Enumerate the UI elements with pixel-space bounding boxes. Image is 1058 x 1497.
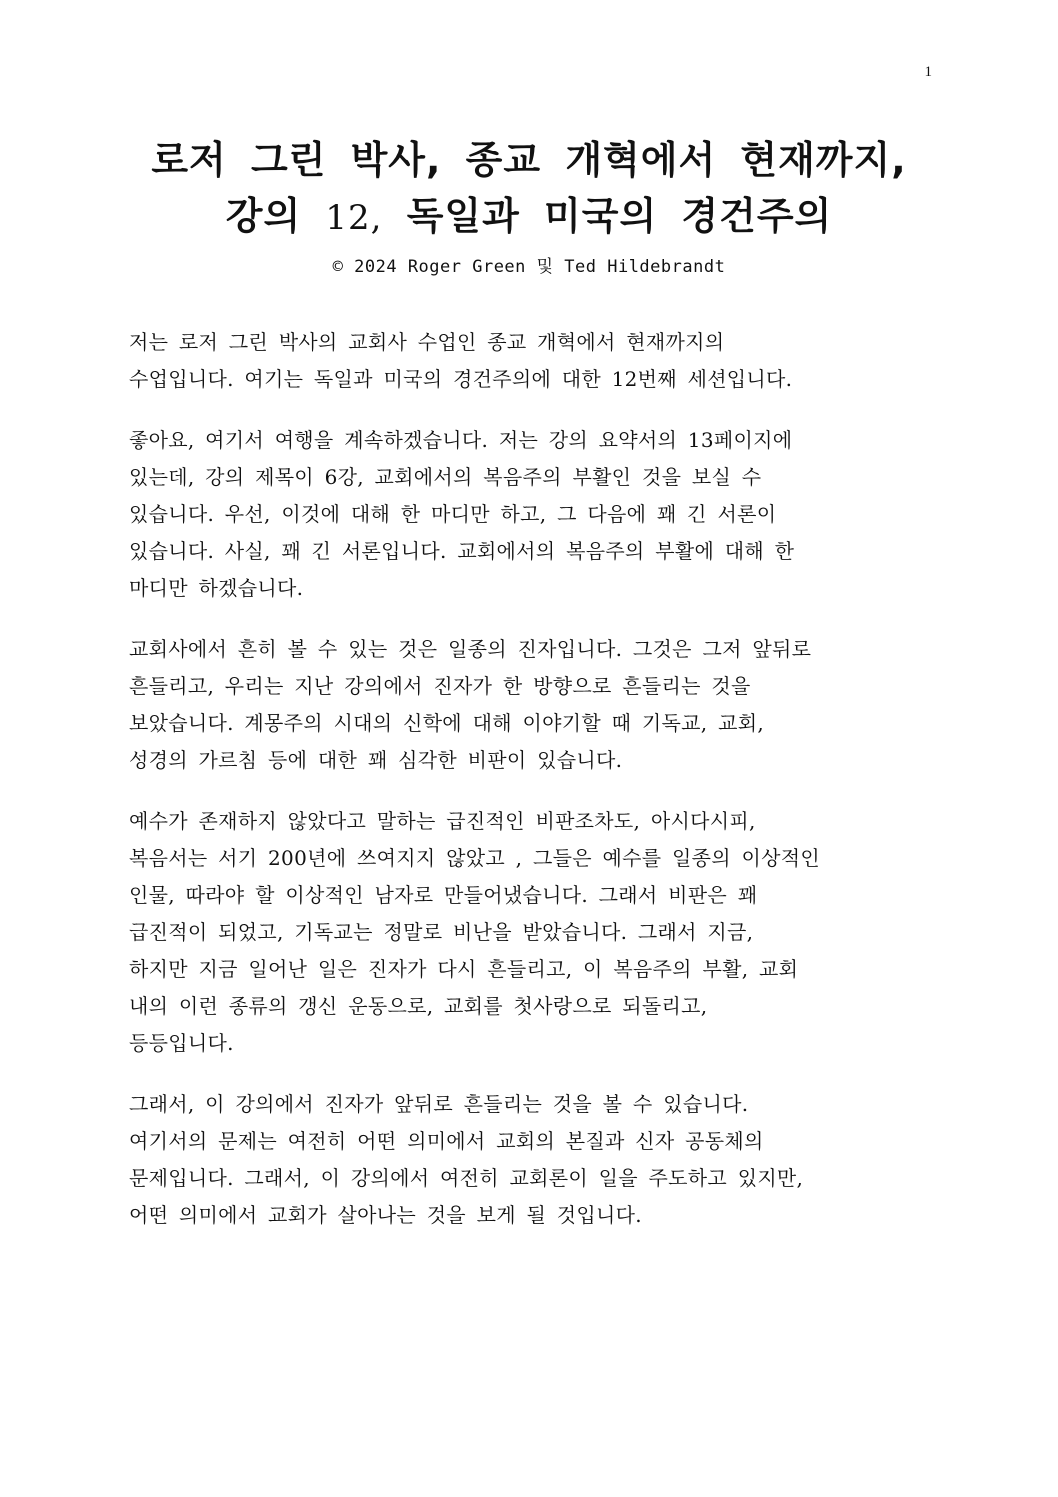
text-line: 교회사에서 흔히 볼 수 있는 것은 일종의 진자입니다. 그것은 그저 앞뒤로	[129, 637, 812, 661]
text-line: 마디만 하겠습니다.	[129, 576, 304, 600]
page-title-line-2	[0, 188, 1058, 246]
text-line: 예수가 존재하지 않았다고 말하는 급진적인 비판조차도, 아시다시피,	[129, 809, 756, 833]
title-block	[0, 132, 1058, 280]
paragraph	[129, 631, 939, 779]
text-line: 인물, 따라야 할 이상적인 남자로 만들어냈습니다. 그래서 비판은 꽤	[129, 883, 758, 907]
paragraph	[129, 422, 939, 607]
paragraph	[129, 1086, 939, 1234]
text-line: 어떤 의미에서 교회가 살아나는 것을 보게 될 것입니다.	[129, 1203, 642, 1227]
copyright-notice: © 2024 Roger Green 및 Ted Hildebrandt	[332, 257, 726, 277]
text-line: 문제입니다. 그래서, 이 강의에서 여전히 교회론이 일을 주도하고 있지만,	[129, 1166, 804, 1190]
text-line: 복음서는 서기 200년에 쓰여지지 않았고 , 그들은 예수를 일종의 이상적인	[129, 846, 821, 870]
paragraph	[129, 803, 939, 1062]
text-line: 좋아요, 여기서 여행을 계속하겠습니다. 저는 강의 요약서의 13페이지에	[129, 428, 793, 452]
text-line: 하지만 지금 일어난 일은 진자가 다시 흔들리고, 이 복음주의 부활, 교회	[129, 957, 799, 981]
text-line: 있습니다. 사실, 꽤 긴 서론입니다. 교회에서의 복음주의 부활에 대해 한	[129, 539, 795, 563]
body-text	[129, 324, 939, 1258]
text-line: 있습니다. 우선, 이것에 대해 한 마디만 하고, 그 다음에 꽤 긴 서론이	[129, 502, 777, 526]
text-line: 그래서, 이 강의에서 진자가 앞뒤로 흔들리는 것을 볼 수 있습니다.	[129, 1092, 749, 1116]
text-line: 여기서의 문제는 여전히 어떤 의미에서 교회의 본질과 신자 공동체의	[129, 1129, 764, 1153]
text-line: 내의 이런 종류의 갱신 운동으로, 교회를 첫사랑으로 되돌리고,	[129, 994, 708, 1018]
text-line: 보았습니다. 계몽주의 시대의 신학에 대해 이야기할 때 기독교, 교회,	[129, 711, 764, 735]
text-line: 수업입니다. 여기는 독일과 미국의 경건주의에 대한 12번째 세션입니다.	[129, 367, 793, 391]
paragraph	[129, 324, 939, 398]
text-line: 있는데, 강의 제목이 6강, 교회에서의 복음주의 부활인 것을 보실 수	[129, 465, 762, 489]
title-lecture-number: 12,	[325, 198, 383, 238]
text-line: 급진적이 되었고, 기독교는 정말로 비난을 받았습니다. 그래서 지금,	[129, 920, 754, 944]
text-line: 성경의 가르침 등에 대한 꽤 심각한 비판이 있습니다.	[129, 748, 623, 772]
page-title-line-1: 로저 그린 박사, 종교 개혁에서 현재까지,	[151, 138, 907, 182]
title-lecture-word: 강의	[225, 194, 302, 238]
text-line: 등등입니다.	[129, 1031, 234, 1055]
page-number: 1	[924, 64, 932, 80]
title-lecture-topic: 독일과 미국의 경건주의	[406, 194, 833, 238]
text-line: 흔들리고, 우리는 지난 강의에서 진자가 한 방향으로 흔들리는 것을	[129, 674, 751, 698]
text-line: 저는 로저 그린 박사의 교회사 수업인 종교 개혁에서 현재까지의	[129, 330, 725, 354]
